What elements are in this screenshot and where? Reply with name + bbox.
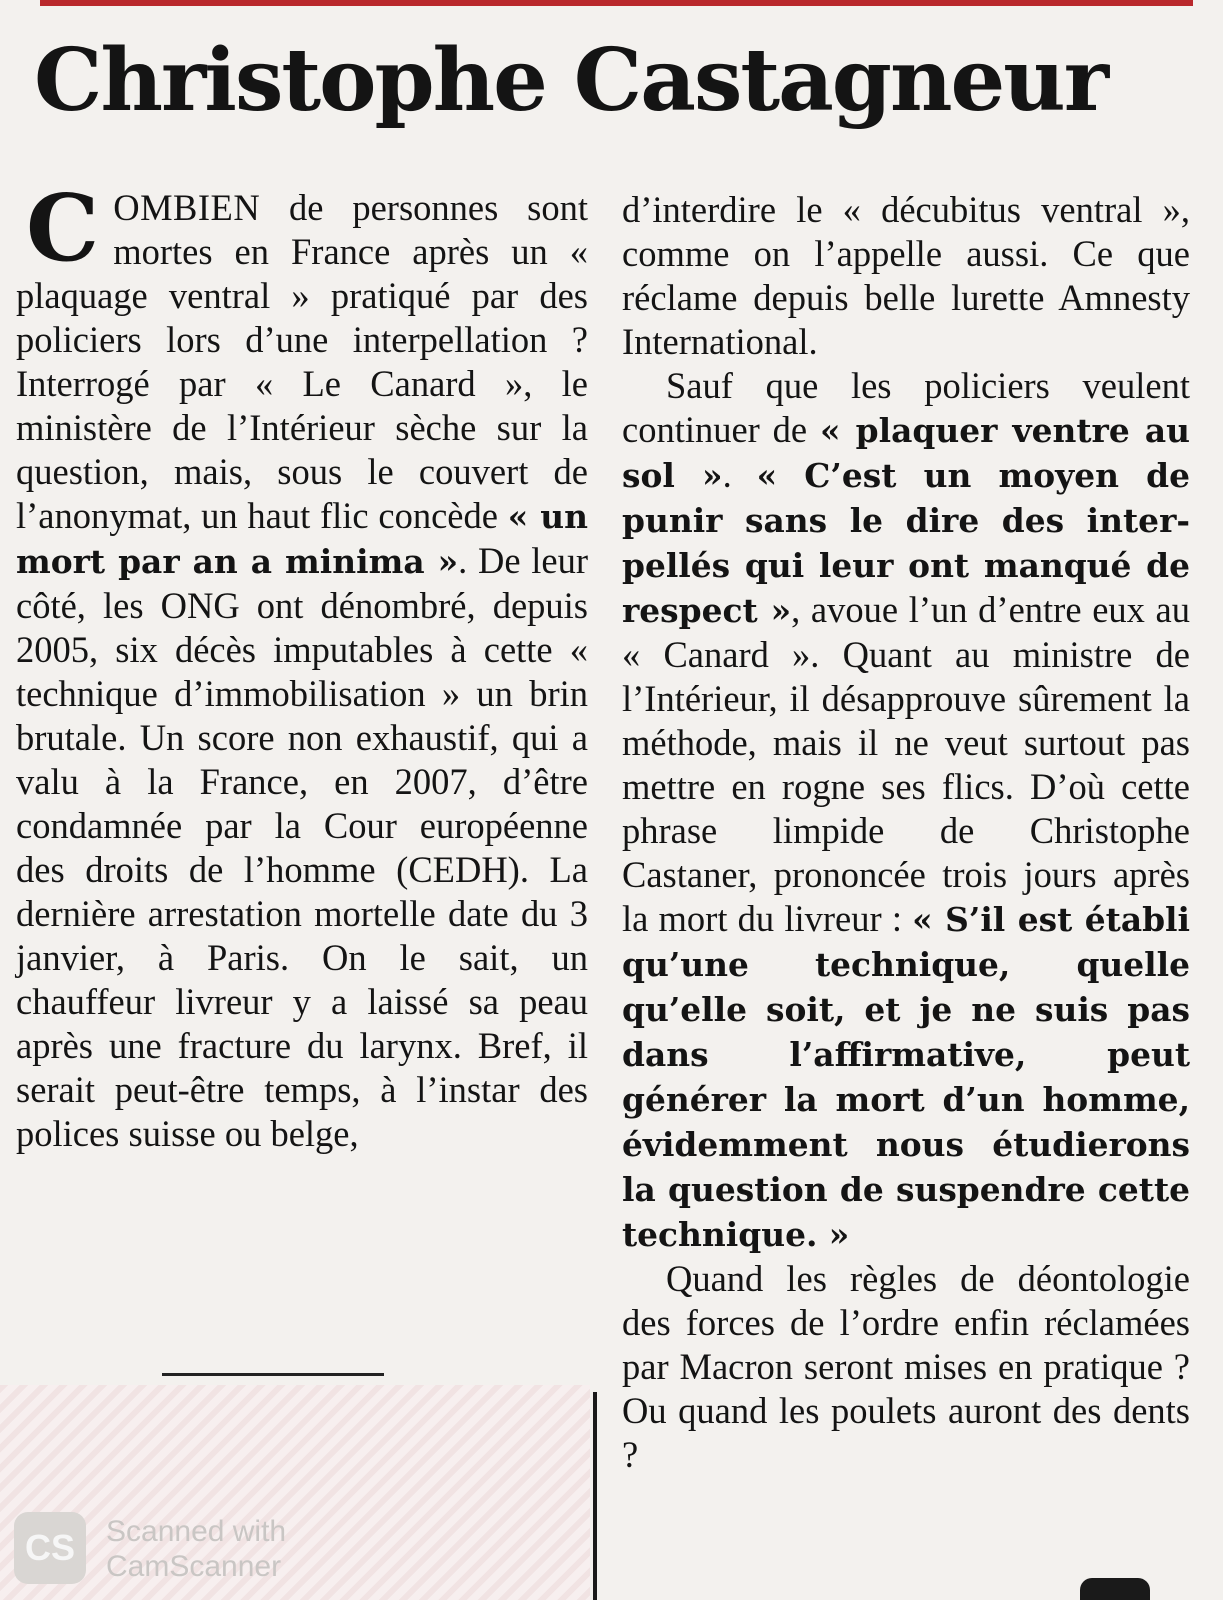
text-run: . (722, 454, 757, 495)
paragraph-3: Quand les règles de déontologie des forces de l’ordre enfin réclamées par Macron seront mises en pratique ? Ou quand les poulets auront des dents ? (622, 1258, 1190, 1475)
column-divider (593, 1392, 597, 1600)
article-title: Christophe Castagneur (34, 30, 1108, 131)
camscanner-logo-icon: CS (14, 1512, 86, 1584)
article-column-left (16, 174, 589, 1364)
text-run: , avoue l’un d’entre eux au « Canard ». Quant au ministre de l’Intérieur, il désapprouve sûrement la méthode, mais il ne veut surtout pas mettre en rogne ses flics. D’où cette phrase limpide de Christophe Castaner, prononcée trois jours après la mort du livreur : (622, 589, 1190, 939)
text-run: Sauf que les policiers veulent continuer de (622, 365, 1190, 450)
paragraph-continuation: d’interdire le « décubitus ventral », comme on l’appelle aussi. Ce que réclame depuis belle lurette Amnesty International. (622, 189, 1190, 362)
top-red-rule (40, 0, 1193, 6)
lead-caps: OMBIEN (113, 187, 261, 228)
section-divider (162, 1373, 384, 1376)
text-run: de personnes sont mortes en France après un « plaquage ventral » pratiqué par des policiers lors d’une interpellation ? Interrogé par « Le Canard », le ministère de l’Intérieur sèche sur la question, mais, sous le couvert de l’anonymat, un haut flic concède (16, 187, 588, 536)
bold-quote: « S’il est établi qu’une technique, quelle qu’elle soit, et je ne suis pas dans l’affirmative, peut générer la mort d’un homme, évidemment nous étudierons la question de suspendre cette technique. » (622, 900, 1190, 1254)
article-column-right (622, 188, 1190, 1588)
bold-quote: « C’est un moyen de punir sans le dire des interpellés qui leur ont manqué de respect » (622, 456, 1190, 630)
watermark-line-2: CamScanner (106, 1550, 282, 1583)
bold-quote: « un mort par an a minima » (16, 497, 589, 581)
bold-quote: « plaquer ventre au sol » (622, 411, 1190, 495)
watermark-line-1: Scanned with (106, 1515, 287, 1548)
text-run: . De leur côté, les ONG ont dénombré, depuis 2005, six décès imputables à cette « technique d’immobilisation » un brin brutale. Un score non exhaustif, qui a valu à la France, en 2007, d’être condamnée par la Cour européenne des droits de l’homme (CEDH). La dernière arrestation mortelle date du 3 janvier, à Paris. On le sait, un chauffeur livreur y a laissé sa peau après une fracture du larynx. Bref, il serait peut-être temps, à l’instar des polices suisse ou belge, (16, 540, 588, 1154)
next-article-fragment (1080, 1578, 1150, 1600)
paragraph-2 (622, 364, 1190, 1257)
drop-cap: C (26, 174, 100, 282)
printed-pattern-area (0, 1385, 590, 1600)
paragraph-1 (16, 174, 589, 1156)
